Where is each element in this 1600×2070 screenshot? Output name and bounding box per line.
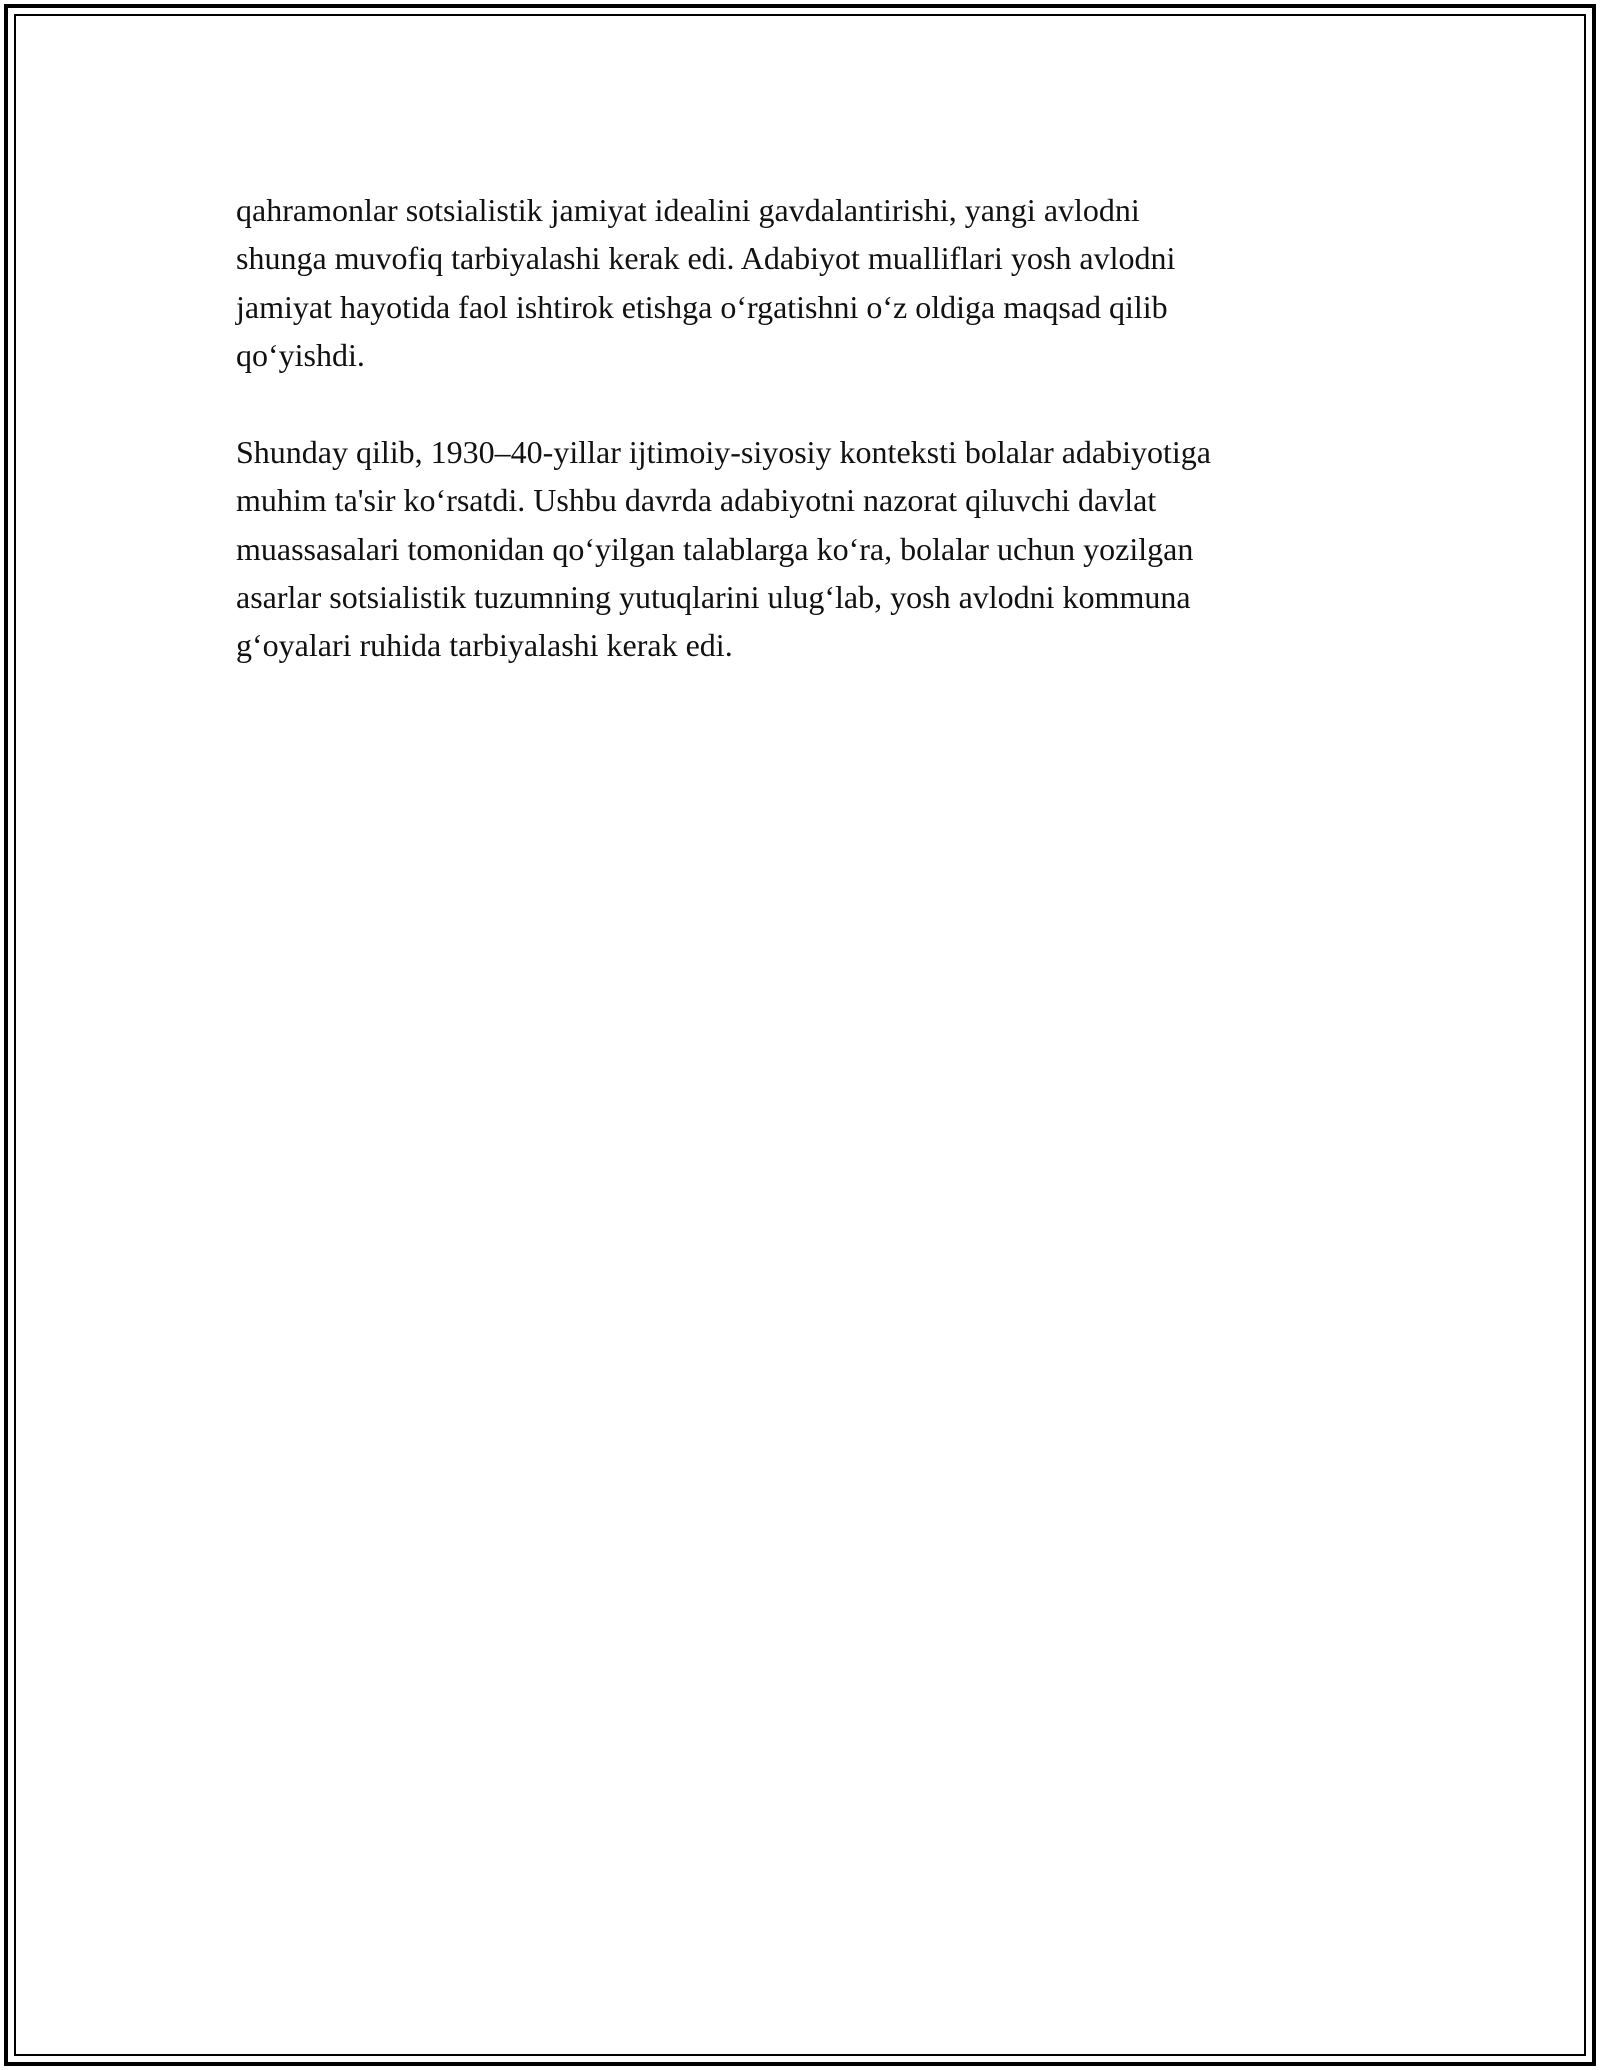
paragraph-2: Shunday qilib, 1930–40-yillar ijtimoiy-siyosiy konteksti bolalar adabiyotiga muhim ta'sir ko‘rsatdi. Ushbu davrda adabiyotni nazorat qiluvchi davlat muassasalari tomonidan qo‘yilgan talablarga ko‘ra, bolalar uchun yozilgan asarlar sotsialistik tuzumning yutuqlarini ulug‘lab, yosh avlodni kommuna g‘oyalari ruhida tarbiyalashi kerak edi. — [236, 434, 1211, 664]
document-body — [236, 186, 1386, 719]
paragraph-1: qahramonlar sotsialistik jamiyat idealini gavdalantirishi, yangi avlodni shunga muvofiq tarbiyalashi kerak edi. Adabiyot mualliflari yosh avlodni jamiyat hayotida faol ishtirok etishga o‘rgatishni o‘z oldiga maqsad qilib qo‘yishdi. — [236, 192, 1176, 373]
